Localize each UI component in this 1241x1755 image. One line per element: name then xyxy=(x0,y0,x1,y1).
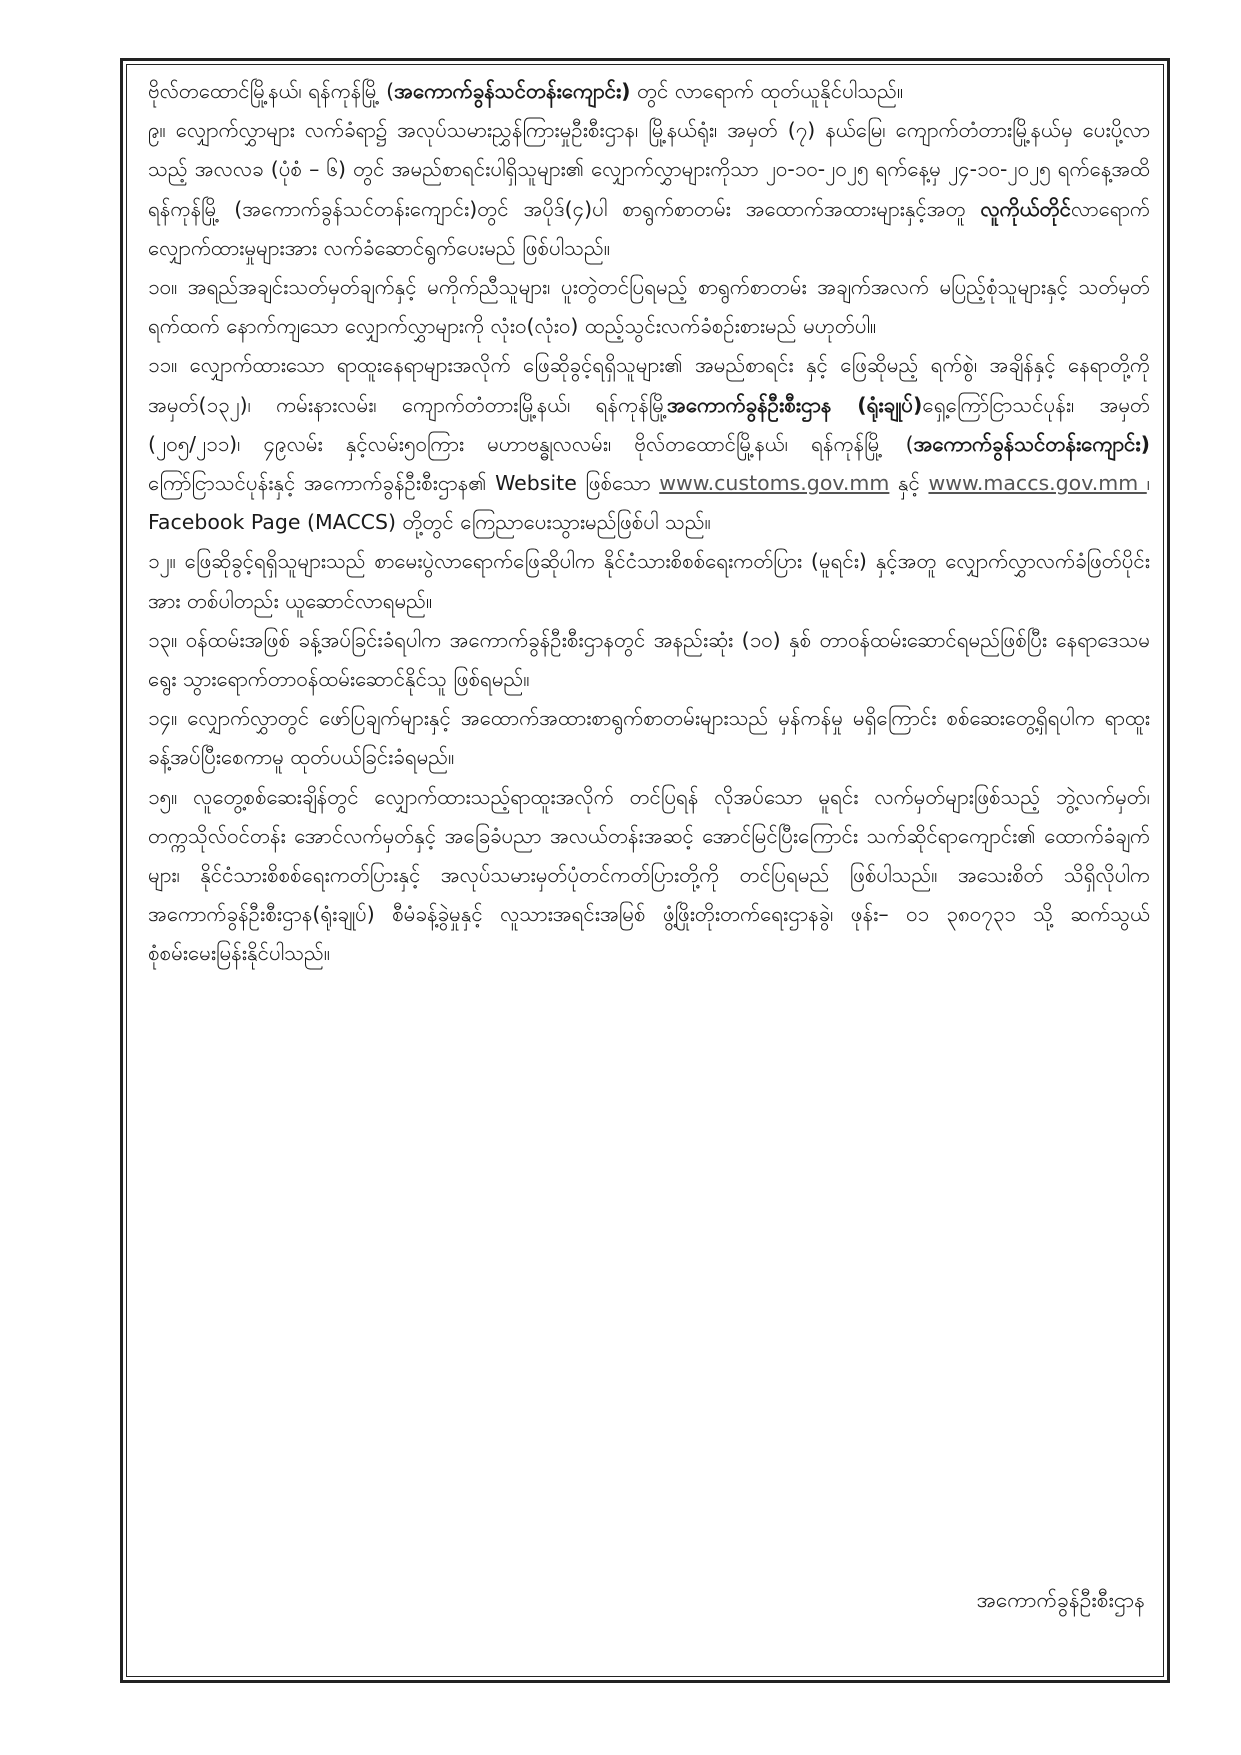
paragraph-12 xyxy=(148,542,1150,620)
text-run: ကြော်ငြာသင်ပုန်းနှင့် အကောက်ခွန်ဦးစီးဌာန၏ Website ဖြစ်သော xyxy=(148,471,660,496)
text-run: ၁၂။ ဖြေဆိုခွင့်ရရှိသူများသည် စာမေးပွဲလာရောက်ဖြေဆိုပါက နိုင်ငံသားစိစစ်ရေးကတ်ပြား (မူရင်း) နှင့်အတူ လျှောက်လွှာလက်ခံဖြတ်ပိုင်းအား တစ်ပါတည်း ယူဆောင်လာရမည်။ xyxy=(148,549,1150,613)
bold-in-person: လူကိုယ်တိုင် xyxy=(980,196,1071,221)
text-run: ရှေ့ကြော်ငြာသင်ပုန်း၊ အမှတ် (၂၀၅/၂၁၁)၊ ၄၉လမ်း နှင့်လမ်း၅၀ကြား မဟာဗန္ဓုလလမ်း၊ ဗိုလ်တထောင်မြို့နယ်၊ ရန်ကုန်မြို့ ( xyxy=(148,392,1150,456)
maccs-website-link[interactable]: www.maccs.gov.mm xyxy=(928,471,1147,496)
bold-school-name: အကောက်ခွန်သင်တန်းကျောင်း) xyxy=(394,79,631,103)
text-run: ၁၃။ ဝန်ထမ်းအဖြစ် ခန့်အပ်ခြင်းခံရပါက အကောက်ခွန်ဦးစီးဌာနတွင် အနည်းဆုံး (၁၀) နှစ် တာဝန်ထမ်းဆောင်ရမည်ဖြစ်ပြီး နေရာဒေသမရွေး သွားရောက်တာဝန်ထမ်းဆောင်နိုင်သူ ဖြစ်ရမည်။ xyxy=(148,627,1150,692)
customs-website-link[interactable]: www.customs.gov.mm xyxy=(659,471,890,496)
text-run: နှင့် xyxy=(889,471,929,496)
text-run: ၊ Facebook Page (MACCS) တို့တွင် ကြေညာပေးသွားမည်ဖြစ်ပါ သည်။ xyxy=(148,471,1151,535)
paragraph-10 xyxy=(148,268,1150,346)
bold-department-hq: အကောက်ခွန်ဦးစီးဌာန (ရုံးချုပ်) xyxy=(667,392,923,417)
continuation-paragraph xyxy=(148,72,1150,111)
bold-school-name: အကောက်ခွန်သင်တန်းကျောင်း) xyxy=(913,431,1150,456)
text-run: ၉။ လျှောက်လွှာများ လက်ခံရာ၌ အလုပ်သမားညွှန်ကြားမှုဦးစီးဌာန၊ မြို့နယ်ရုံး၊ အမှတ် (၇) နယ်မြေ၊ ကျောက်တံတားမြို့နယ်မှ ပေးပို့လာသည့် အလလခ (ပုံစံ – ၆) တွင် အမည်စာရင်းပါရှိသူများ၏ လျှောက်လွှာများကိုသာ ၂၀-၁၀-၂၀၂၅ ရက်နေ့မှ ၂၄-၁၀-၂၀၂၅ ရက်နေ့အထိ ရန်ကုန်မြို့ (အကောက်ခွန်သင်တန်းကျောင်း)တွင် အပိုဒ်(၄)ပါ စာရွက်စာတမ်း အထောက်အထားများနှင့်အတူ xyxy=(148,118,1150,221)
paragraph-9 xyxy=(148,111,1150,268)
paragraph-14 xyxy=(148,699,1150,777)
signature: အကောက်ခွန်ဦးစီးဌာန xyxy=(976,1588,1145,1612)
paragraph-13 xyxy=(148,621,1150,699)
text-run: ၁၁။ လျှောက်ထားသော ရာထူးနေရာများအလိုက် ဖြေဆိုခွင့်ရရှိသူများ၏ အမည်စာရင်း နှင့် ဖြေဆိုမည့် ရက်စွဲ၊ အချိန်နှင့် နေရာတို့ကို အမှတ်(၁၃၂)၊ ကမ်းနားလမ်း၊ ကျောက်တံတားမြို့နယ်၊ ရန်ကုန်မြို့ xyxy=(148,353,1150,417)
text-run: တွင် လာရောက် ထုတ်ယူနိုင်ပါသည်။ xyxy=(630,79,904,103)
text-run: လာရောက်လျှောက်ထားမှုများအား လက်ခံဆောင်ရွက်ပေးမည် ဖြစ်ပါသည်။ xyxy=(148,196,1150,260)
text-run: ဗိုလ်တထောင်မြို့နယ်၊ ရန်ကုန်မြို့ ( xyxy=(148,79,395,103)
text-run: ၁၀။ အရည်အချင်းသတ်မှတ်ချက်နှင့် မကိုက်ညီသူများ၊ ပူးတွဲတင်ပြရမည့် စာရွက်စာတမ်း အချက်အလက် မပြည့်စုံသူများနှင့် သတ်မှတ်ရက်ထက် နောက်ကျသော လျှောက်လွှာများကို လုံးဝ(လုံးဝ) ထည့်သွင်းလက်ခံစဉ်းစားမည် မဟုတ်ပါ။ xyxy=(148,275,1150,339)
paragraph-15 xyxy=(148,778,1150,974)
document-body xyxy=(148,72,1150,974)
paragraph-11 xyxy=(148,346,1150,542)
text-run: ၁၅။ လူတွေ့စစ်ဆေးချိန်တွင် လျှောက်ထားသည့်ရာထူးအလိုက် တင်ပြရန် လိုအပ်သော မူရင်း လက်မှတ်များဖြစ်သည့် ဘွဲ့လက်မှတ်၊ တက္ကသိုလ်ဝင်တန်း အောင်လက်မှတ်နှင့် အခြေခံပညာ အလယ်တန်းအဆင့် အောင်မြင်ပြီးကြောင်း သက်ဆိုင်ရာကျောင်း၏ ထောက်ခံချက်များ၊ နိုင်ငံသားစိစစ်ရေးကတ်ပြားနှင့် အလုပ်သမားမှတ်ပုံတင်ကတ်ပြားတို့ကို တင်ပြရမည် ဖြစ်ပါသည်။ အသေးစိတ် သိရှိလိုပါက အကောက်ခွန်ဦးစီးဌာန(ရုံးချုပ်) စီမံခန့်ခွဲမှုနှင့် လူသားအရင်းအမြစ် ဖွံ့ဖြိုးတိုးတက်ရေးဌာနခွဲ၊ ဖုန်း– ၀၁ ၃၈၀၇၃၁ သို့ ဆက်သွယ်စုံစမ်းမေးမြန်းနိုင်ပါသည်။ xyxy=(148,784,1150,966)
text-run: ၁၄။ လျှောက်လွှာတွင် ဖော်ပြချက်များနှင့် အထောက်အထားစာရွက်စာတမ်းများသည် မှန်ကန်မှု မရှိကြောင်း စစ်ဆေးတွေ့ရှိရပါက ရာထူးခန့်အပ်ပြီးစေကာမူ ထုတ်ပယ်ခြင်းခံရမည်။ xyxy=(148,706,1150,770)
